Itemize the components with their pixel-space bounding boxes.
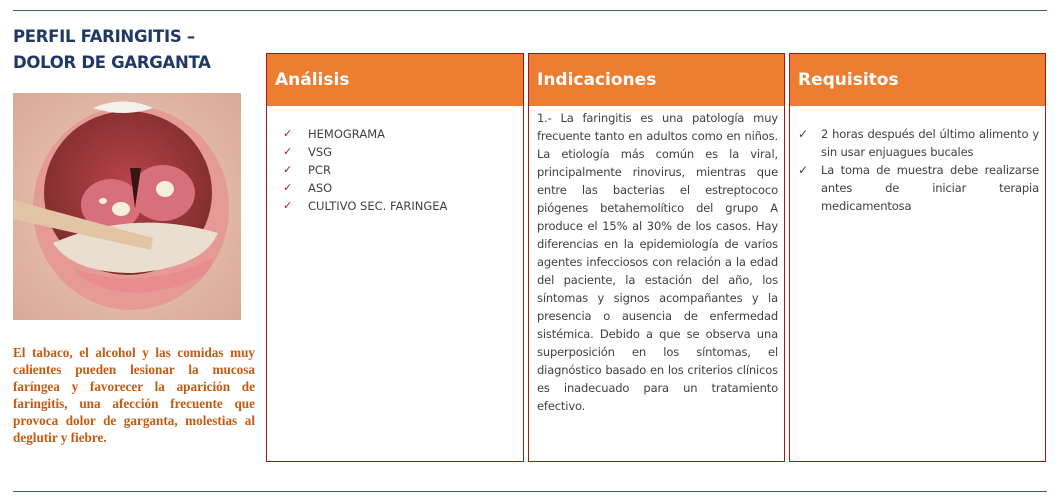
exudate-left [112, 202, 130, 216]
card-analisis [266, 53, 524, 462]
check-icon: ✓ [283, 127, 293, 140]
list-item [790, 125, 1045, 161]
requisito-item-label: 2 horas después del último alimento y sin usar enjuagues bucales [821, 127, 1039, 159]
list-item [267, 143, 523, 161]
list-item [267, 161, 523, 179]
exudate-spot [99, 198, 107, 204]
card-requisitos-title: Requisitos [790, 54, 1045, 106]
exudate-right [156, 181, 174, 197]
check-icon: ✓ [283, 163, 293, 176]
title-line-2: DOLOR DE GARGANTA [13, 53, 211, 72]
card-analisis-title: Análisis [267, 54, 523, 106]
check-icon: ✓ [798, 163, 808, 177]
throat-illustration [13, 93, 241, 320]
analisis-list [267, 106, 523, 215]
analisis-item-label: HEMOGRAMA [308, 127, 385, 141]
card-requisitos [789, 53, 1046, 462]
check-icon: ✓ [283, 181, 293, 194]
analisis-item-label: PCR [308, 163, 331, 177]
check-icon: ✓ [283, 145, 293, 158]
list-item [267, 125, 523, 143]
top-divider [13, 10, 1047, 11]
bottom-divider [13, 491, 1047, 492]
analisis-item-label: VSG [308, 145, 333, 159]
throat-photo [13, 93, 241, 320]
list-item [267, 179, 523, 197]
requisitos-list [790, 106, 1045, 215]
title-line-1: PERFIL FARINGITIS – [13, 27, 195, 46]
card-indicaciones [528, 53, 785, 462]
info-note: El tabaco, el alcohol y las comidas muy calientes pueden lesionar la mucosa faríngea y favorecer la aparición de faringitis, una afección frecuente que provoca dolor de garganta, molestias al deglutir y fiebre. [13, 345, 255, 445]
page-title [13, 24, 253, 76]
indicaciones-text: 1.- La faringitis es una patología muy frecuente tanto en adultos como en niños. La etiología más común es la viral, principalmente rinovirus, mientras que entre las bacterias el estreptococo piógenes betahemolítico del grupo A produce el 15% al 30% de los casos. Hay diferencias en la epidemiología de varios agentes infecciosos con relación a la edad del paciente, la estación del año, los síntomas y signos acompañantes y la presencia o ausencia de enfermedad sistémica. Debido a que se observa una superposición en los síntomas, el diagnóstico basado en los criterios clínicos es inadecuado para un tratamiento efectivo. [537, 111, 778, 413]
requisito-item-label: La toma de muestra debe realizarse antes de iniciar terapia medicamentosa [821, 163, 1039, 213]
analisis-item-label: ASO [308, 181, 333, 195]
card-indicaciones-title: Indicaciones [529, 54, 784, 106]
list-item [267, 197, 523, 215]
list-item [790, 161, 1045, 215]
check-icon: ✓ [798, 127, 808, 141]
analisis-item-label: CULTIVO SEC. FARINGEA [308, 199, 448, 213]
check-icon: ✓ [283, 199, 293, 212]
